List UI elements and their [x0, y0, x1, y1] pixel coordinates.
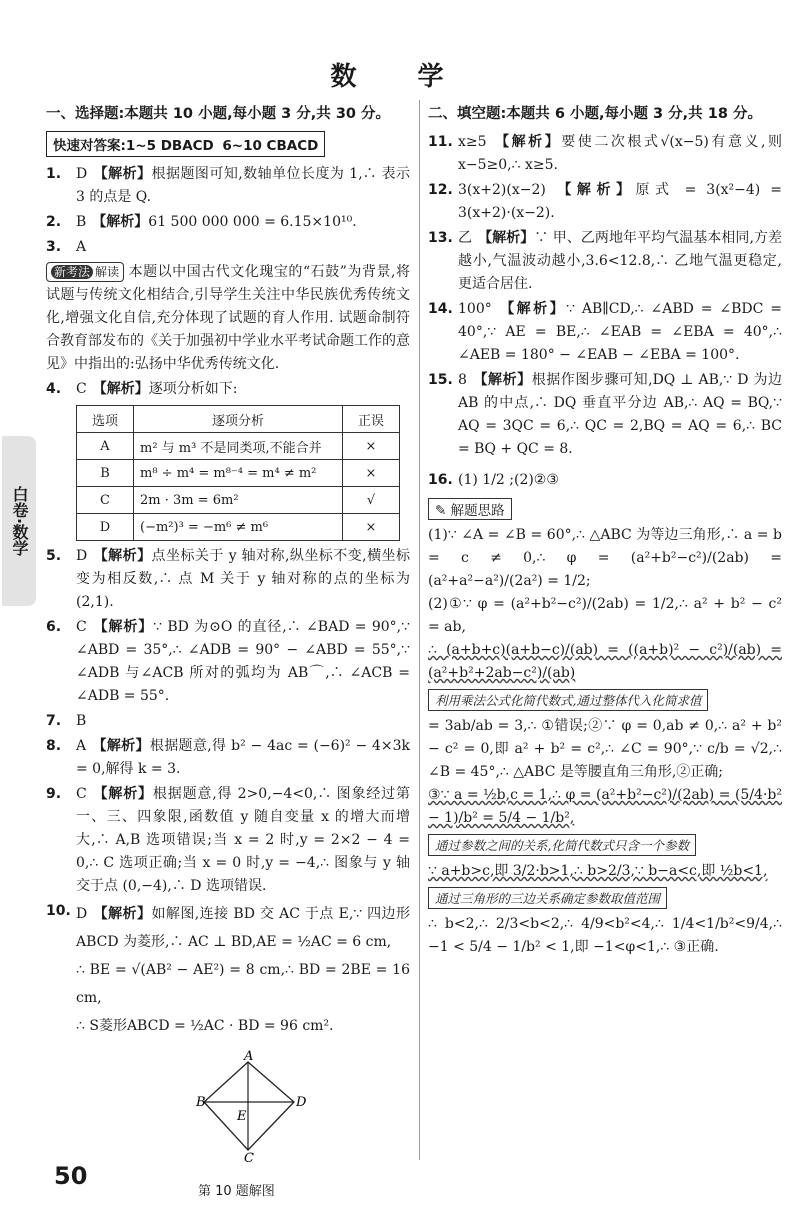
quick-answers-a: 1~5 DBACD [125, 138, 214, 154]
page-number: 50 [54, 1162, 88, 1190]
quick-answers-box [46, 131, 325, 157]
analysis-text: ∵ 甲、乙两地年平均气温基本相同,方差越小,气温波动越小,3.6<12.8,∴ 乙地气温更稳定,更适合居住. [458, 230, 783, 292]
question-10 [46, 900, 410, 1040]
question-number: 9. [46, 786, 62, 802]
table-header: 正误 [343, 406, 400, 433]
analysis-tag: 【解析】 [472, 372, 532, 388]
question-number: 6. [46, 619, 62, 635]
solution-step-5: ③∵ a = ½b,c = 1,∴ φ = (a²+b²−c²)/(2ab) = (5/4·b² − 1)/b² = 5/4 − 1/b², [428, 787, 782, 826]
question-3 [46, 236, 410, 259]
question-number: 5. [46, 548, 62, 564]
question-number: 10. [46, 903, 71, 919]
analysis-text: 根据题图可知,数轴单位长度为 1,∴ 表示 3 的点是 Q. [76, 166, 411, 205]
analysis-tag: 【解析】 [93, 166, 152, 182]
analysis-text: ∴ S菱形ABCD = ½AC · BD = 96 cm². [76, 1018, 334, 1034]
tip-note-1: 利用乘法公式化简代数式,通过整体代入化简求值 [428, 689, 708, 711]
answer: A [76, 239, 87, 255]
analysis-table [76, 405, 400, 541]
analysis-text: 根据作图步骤可知,DQ ⊥ AB,∵ D 为边 AB 的中点,∴ DQ 垂直平分边 AB,∴ AQ = BQ,∵ AQ = 3QC = 6,∴ QC = 2,BQ = AQ = 6,∴ BC = BQ + QC = 8. [458, 372, 783, 457]
analysis-tag: 【解析】 [93, 548, 152, 564]
analysis-text: 根据题意,得 b² − 4ac = (−6)² − 4×3k = 0,解得 k = 3. [76, 738, 411, 777]
pencil-icon: ✎ [435, 503, 447, 519]
question-number: 2. [46, 214, 62, 230]
analysis-text: ∴ BE = √(AB² − AE²) = 8 cm,∴ BD = 2BE = 16 cm, [76, 962, 410, 1006]
analysis-text: 根据题意,得 2>0,−4<0,∴ 图象经过第一、三、四象限,函数值 y 随自变量 x 的增大而增大,∴ A,B 选项错误;当 x = 2 时,y = 2×2 − 4 = 0,∴ C 选项正确;当 x = 0 时,y = −4,∴ 图象与 y 轴交于点 (0,−4),∴ D 选项错误. [76, 786, 411, 894]
answer: C [76, 619, 87, 635]
new-exam-badge [46, 262, 124, 282]
analysis-tag: 【解析】 [497, 301, 567, 317]
question-8 [46, 735, 410, 781]
question-number: 4. [46, 381, 62, 397]
column-divider [419, 100, 420, 1160]
analysis-text: 逐项分析如下: [148, 381, 238, 397]
answer: 100° [458, 301, 492, 317]
question-number: 8. [46, 738, 62, 754]
analysis-tag: 【解析】 [93, 906, 152, 922]
answer: D [76, 548, 88, 564]
analysis-tag: 【解析】 [478, 230, 535, 246]
question-5 [46, 545, 410, 614]
question-2 [46, 211, 410, 234]
tip-note-2: 通过参数之间的关系,化简代数式只含一个参数 [428, 834, 696, 856]
analysis-text: 原式 = 3(x²−4) = 3(x+2)·(x−2). [458, 182, 782, 221]
analysis-text: 点坐标关于 y 轴对称,纵坐标不变,横坐标变为相反数,∴ 点 M 关于 y 轴对称的点的坐标为 (2,1). [76, 548, 411, 610]
answer: A [76, 738, 87, 754]
answer: D [76, 166, 88, 182]
analysis-text: 要使二次根式√(x−5)有意义,则 x−5≥0,∴ x≥5. [458, 134, 783, 173]
vertex-label-d: D [296, 1095, 306, 1110]
analysis-tag: 【解析】 [92, 214, 149, 230]
analysis-tag: 【解析】 [92, 738, 150, 754]
question-number: 11. [428, 134, 453, 150]
section-heading-choice: 一、选择题:本题共 10 小题,每小题 3 分,共 30 分。 [46, 106, 391, 122]
solution-step-1: (1)∵ ∠A = ∠B = 60°,∴ △ABC 为等边三角形,∴ a = b = c ≠ 0,∴ φ = (a²+b²−c²)/(2ab) = (a²+a²−a²)/(2a²) = 1/2; [428, 527, 782, 589]
side-tab: 白卷·数学 [2, 436, 36, 606]
answer: (1) 1/2 ;(2)②③ [458, 472, 559, 488]
table-row: A m² 与 m³ 不是同类项,不能合并 × [77, 433, 400, 460]
answer: C [76, 381, 87, 397]
analysis-text: ∵ AB∥CD,∴ ∠ABD = ∠BDC = 40°,∵ AE = BE,∴ ∠EAB = ∠EBA = 40°,∴ ∠AEB = 180° − ∠EAB − ∠EBA = 100°. [458, 301, 783, 363]
solution-approach-title [428, 498, 512, 520]
solution-step-7: ∴ b<2,∴ 2/3<b<2,∴ 4/9<b²<4,∴ 1/4<1/b²<9/4,∴ −1 < 5/4 − 1/b² < 1,即 −1<φ<1,∴ ③正确. [428, 916, 782, 955]
solution-step-3: ∴ (a+b+c)(a+b−c)/(ab) = ((a+b)² − c²)/(ab) = (a²+b²+2ab−c²)/(ab) [428, 642, 782, 681]
question-number: 7. [46, 713, 62, 729]
new-exam-reading [46, 261, 410, 376]
answer: x≥5 [458, 134, 487, 150]
analysis-text: 61 500 000 000 = 6.15×10¹⁰. [148, 214, 357, 230]
table-row: D (−m²)³ = −m⁶ ≠ m⁶ × [77, 514, 400, 541]
page-title: 数 学 [330, 62, 470, 92]
vertex-label-a: A [244, 1050, 254, 1064]
figure-caption: 第 10 题解图 [198, 1184, 275, 1199]
question-number: 13. [428, 230, 453, 246]
question-number: 15. [428, 372, 453, 388]
table-row: C 2m · 3m = 6m² √ [77, 487, 400, 514]
answer: 3(x+2)(x−2) [458, 182, 546, 198]
tip-note-3: 通过三角形的三边关系确定参数取值范围 [428, 887, 667, 909]
question-14 [428, 298, 782, 367]
solution-title-text: 解题思路 [450, 503, 505, 519]
question-16 [428, 469, 782, 492]
question-7 [46, 710, 410, 733]
reading-text: 本题以中国古代文化瑰宝的“石鼓”为背景,将试题与传统文化相结合,引导学生关注中华民族优秀传统文化,增强文化自信,充分体现了试题的育人作用. 试题命制符合教育部发布的《关于加强初中学业水平考试命题工作的意见》中指出的:弘扬中华优秀传统文化. [46, 264, 410, 372]
question-number: 12. [428, 182, 453, 198]
vertex-label-e: E [237, 1109, 247, 1124]
answer: B [76, 713, 87, 729]
question-number: 14. [428, 301, 453, 317]
answer: 8 [458, 372, 467, 388]
quick-answers-b: 6~10 CBACD [222, 138, 319, 154]
answer: 乙 [458, 230, 473, 246]
rhombus-diagram [196, 1050, 306, 1162]
answer: B [76, 214, 87, 230]
section-heading-fill: 二、填空题:本题共 6 小题,每小题 3 分,共 18 分。 [428, 106, 762, 122]
solution-step-4: = 3ab/ab = 3,∴ ①错误;②∵ φ = 0,ab ≠ 0,∴ a² + b² − c² = 0,即 a² + b² = c²,∴ ∠C = 90°,∵ c/b = √2,∴ ∠B = 45°,∴ △ABC 是等腰直角三角形,②正确; [428, 718, 782, 780]
table-header: 选项 [77, 406, 134, 433]
question-11 [428, 131, 782, 177]
right-column [428, 98, 782, 959]
answer: D [76, 906, 88, 922]
question-1 [46, 163, 410, 209]
analysis-tag: 【解析】 [551, 182, 636, 198]
analysis-tag: 【解析】 [92, 619, 154, 635]
question-number: 3. [46, 239, 62, 255]
badge-reading: 解读 [95, 265, 120, 279]
vertex-label-b: B [196, 1095, 206, 1110]
left-column [46, 98, 410, 1199]
analysis-tag: 【解析】 [492, 134, 562, 150]
question-15 [428, 369, 782, 461]
vertex-label-c: C [244, 1151, 254, 1162]
solution-step-2: (2)①∵ φ = (a²+b²−c²)/(2ab) = 1/2,∴ a² + b² − c² = ab, [428, 596, 782, 635]
solution-step-6: ∵ a+b>c,即 3/2·b>1,∴ b>2/3,∵ b−a<c,即 ½b<1, [428, 863, 768, 879]
answer: C [76, 786, 87, 802]
analysis-text: ∵ BD 为⊙O 的直径,∴ ∠BAD = 90°,∵ ∠ABD = 35°,∴ ∠ADB = 90° − ∠ABD = 55°,∵ ∠ADB 与∠ACB 所对的弧均为 AB⌒,∴ ∠ACB = ∠ADB = 55°. [76, 619, 410, 704]
question-number: 16. [428, 472, 453, 488]
quick-answers-label: 快速对答案: [53, 138, 126, 154]
badge-new-method: 新考法 [51, 265, 93, 279]
table-header: 逐项分析 [134, 406, 343, 433]
rhombus-figure [196, 1050, 306, 1180]
question-9 [46, 783, 410, 898]
question-13 [428, 227, 782, 296]
analysis-tag: 【解析】 [92, 786, 153, 802]
analysis-text: 如解图,连接 BD 交 AC 于点 E,∵ 四边形 ABCD 为菱形,∴ AC ⊥ BD,AE = ½AC = 6 cm, [76, 906, 410, 950]
question-6 [46, 616, 410, 708]
question-number: 1. [46, 166, 62, 182]
question-4 [46, 378, 410, 401]
table-row: B m⁸ ÷ m⁴ = m⁸⁻⁴ = m⁴ ≠ m² × [77, 460, 400, 487]
analysis-tag: 【解析】 [92, 381, 149, 397]
question-12 [428, 179, 782, 225]
